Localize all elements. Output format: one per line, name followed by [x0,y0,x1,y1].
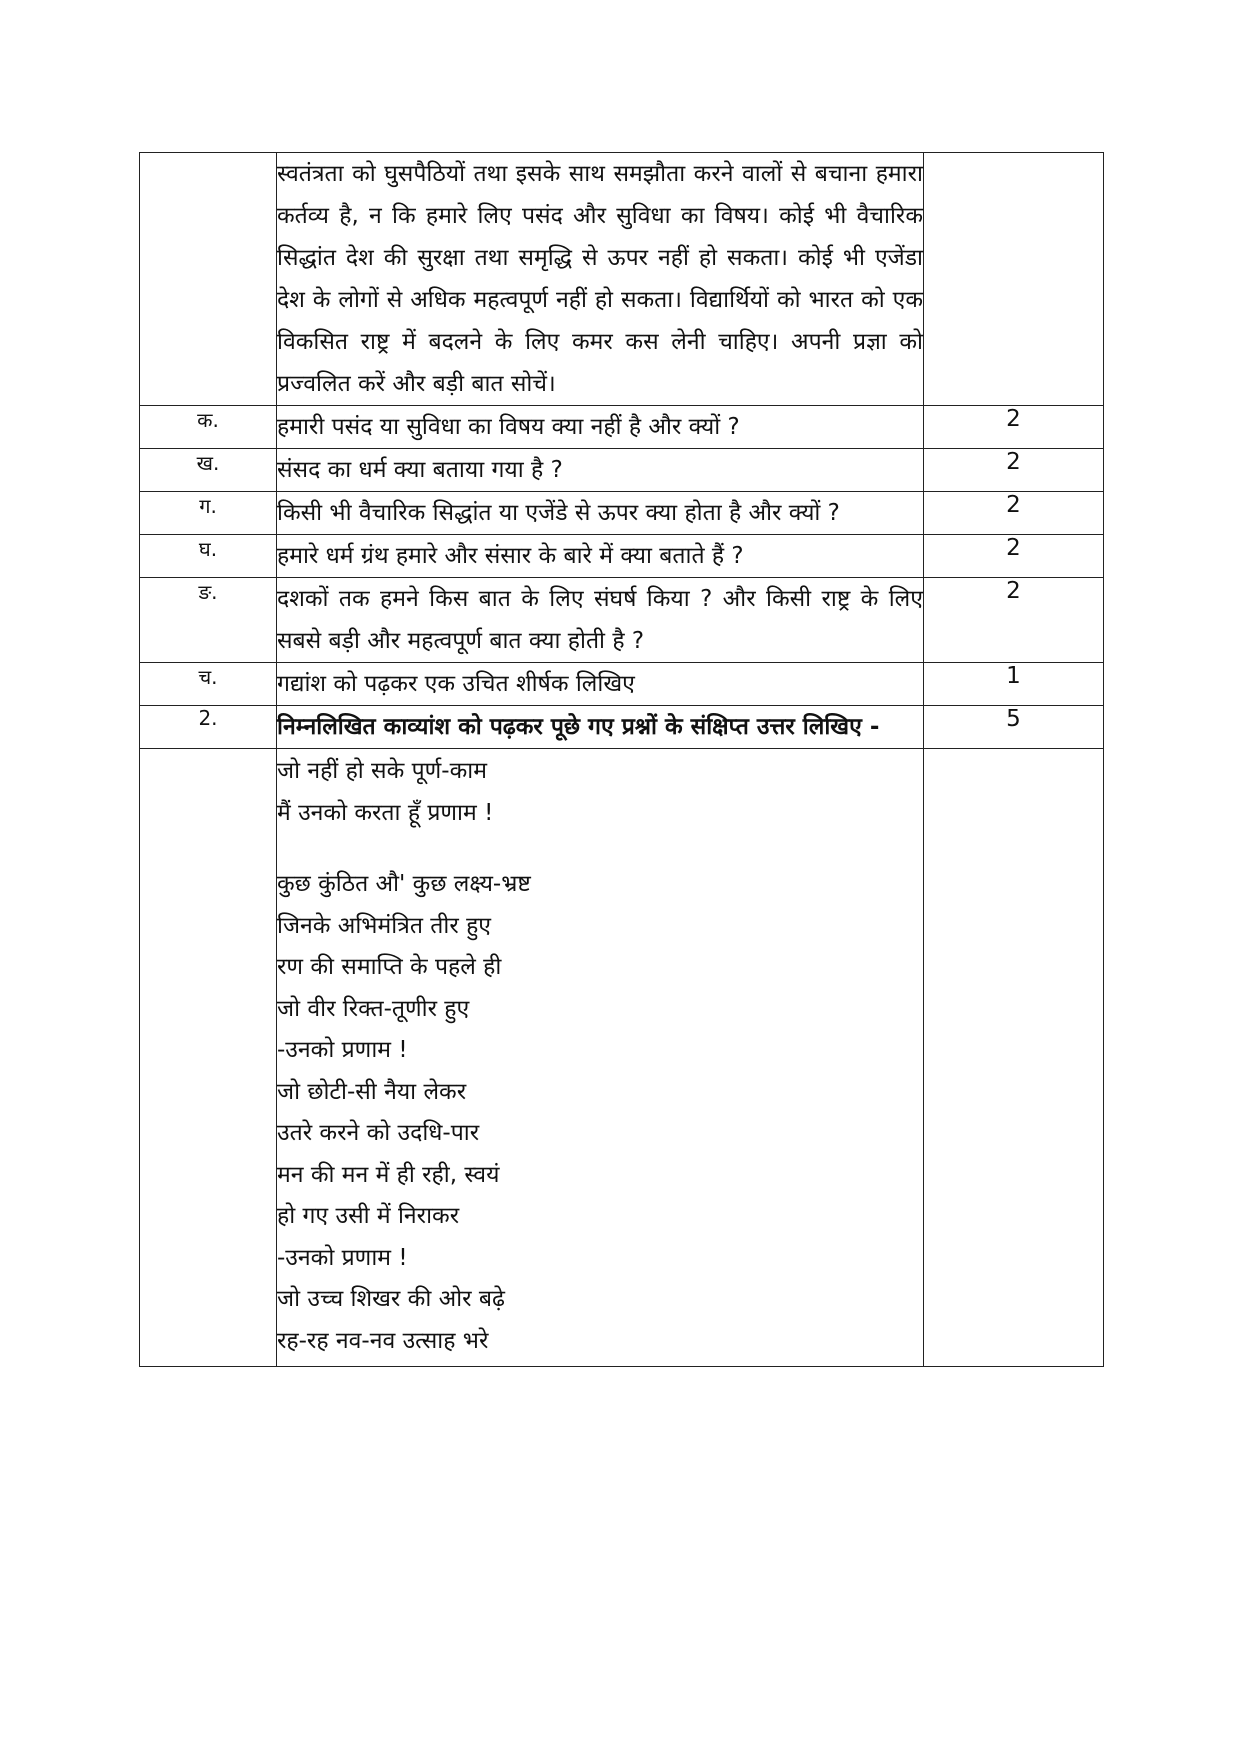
poem-line: कुछ कुंठित औ' कुछ लक्ष्य-भ्रष्ट [277,871,531,897]
question-number: च. [140,663,277,706]
poem-line: जो उच्च शिखर की ओर बढ़े [277,1286,505,1312]
question-row [140,449,1104,492]
question-text: हमारे धर्म ग्रंथ हमारे और संसार के बारे में क्या बताते हैं ? [277,535,924,578]
question-marks: 2 [924,449,1104,492]
question-number: क. [140,406,277,449]
section-2-marks: 5 [924,706,1104,749]
passage-line: लिए कमर कस लेनी चाहिए। अपनी प्रज्ञा को प्रज्वलित करें [277,329,924,397]
section-2-row [140,706,1104,749]
question-number: ख. [140,449,277,492]
question-marks: 2 [924,492,1104,535]
poem-line: रह-रह नव-नव उत्साह भरे [277,1327,489,1354]
question-number: ङ. [140,578,277,663]
passage-line: स्वतंत्रता को घुसपैठियों तथा इसके साथ समझौता करने [277,161,742,187]
question-marks: 2 [924,578,1104,663]
question-number: घ. [140,535,277,578]
poem-line: हो गए उसी में निराकर [277,1203,460,1229]
section-2-number: 2. [140,706,277,749]
poem-line: मन की मन में ही रही, स्वयं [277,1161,500,1188]
stanza-gap [277,834,923,864]
question-text: किसी भी वैचारिक सिद्धांत या एजेंडे से ऊपर क्या होता है और क्यों ? [277,492,924,535]
poem-line: -उनको प्रणाम ! [277,1037,408,1063]
question-text: संसद का धर्म क्या बताया गया है ? [277,449,924,492]
question-text: दशकों तक हमने किस बात के लिए संघर्ष किया ? और किसी राष्ट्र के लिए सबसे बड़ी और महत्वपूर्ण बात क्या होती है ? [277,578,924,663]
passage-row [140,153,1104,406]
question-row [140,578,1104,663]
question-number: ग. [140,492,277,535]
section-2-instruction: निम्नलिखित काव्यांश को पढ़कर पूछे गए प्रश्नों के संक्षिप्त उत्तर लिखिए - [277,706,924,749]
poem-line: -उनको प्रणाम ! [277,1244,408,1271]
passage-line: विद्यार्थियों को भारत को एक विकसित राष्ट्र में बदलने के [277,287,924,355]
passage-line: और बड़ी बात सोचें। [392,371,556,397]
question-marks: 2 [924,406,1104,449]
question-paper-sheet [139,152,1103,1367]
passage-marks-cell [924,153,1104,406]
poem-line: जो वीर रिक्त-तूणीर हुए [277,995,470,1022]
question-text: हमारी पसंद या सुविधा का विषय क्या नहीं है और क्यों ? [277,406,924,449]
question-text: गद्यांश को पढ़कर एक उचित शीर्षक लिखिए [277,663,924,706]
poem-marks-cell [924,749,1104,1367]
question-row [140,406,1104,449]
poem-line: उतरे करने को उदधि-पार [277,1120,480,1146]
poem-line: जिनके अभिमंत्रित तीर हुए [277,912,492,939]
question-marks: 1 [924,663,1104,706]
passage-line: सुरक्षा तथा समृद्धि से ऊपर नहीं हो सकता। कोई भी एजेंडा [417,245,923,271]
poem-line: जो नहीं हो सके पूर्ण-काम [277,758,487,784]
passage-number-cell [140,153,277,406]
poem-line: रण की समाप्ति के पहले ही [277,954,502,980]
poem-row [140,749,1104,1367]
passage-text [277,153,924,406]
passage-line: वालों से बचाना हमारा कर्तव्य है, न कि हमारे लिए पसंद [277,161,923,229]
question-marks: 2 [924,535,1104,578]
question-row [140,492,1104,535]
question-row [140,535,1104,578]
question-table [139,152,1104,1367]
poem-line: जो छोटी-सी नैया लेकर [277,1078,467,1105]
passage-line: और सुविधा का विषय। कोई भी वैचारिक सिद्धांत देश की [277,203,923,271]
poem-text [277,749,924,1367]
question-row [140,663,1104,706]
poem-line: मैं उनको करता हूँ प्रणाम ! [277,799,494,826]
poem-number-cell [140,749,277,1367]
passage-line: देश के लोगों से अधिक महत्वपूर्ण नहीं हो सकता। [277,287,690,313]
